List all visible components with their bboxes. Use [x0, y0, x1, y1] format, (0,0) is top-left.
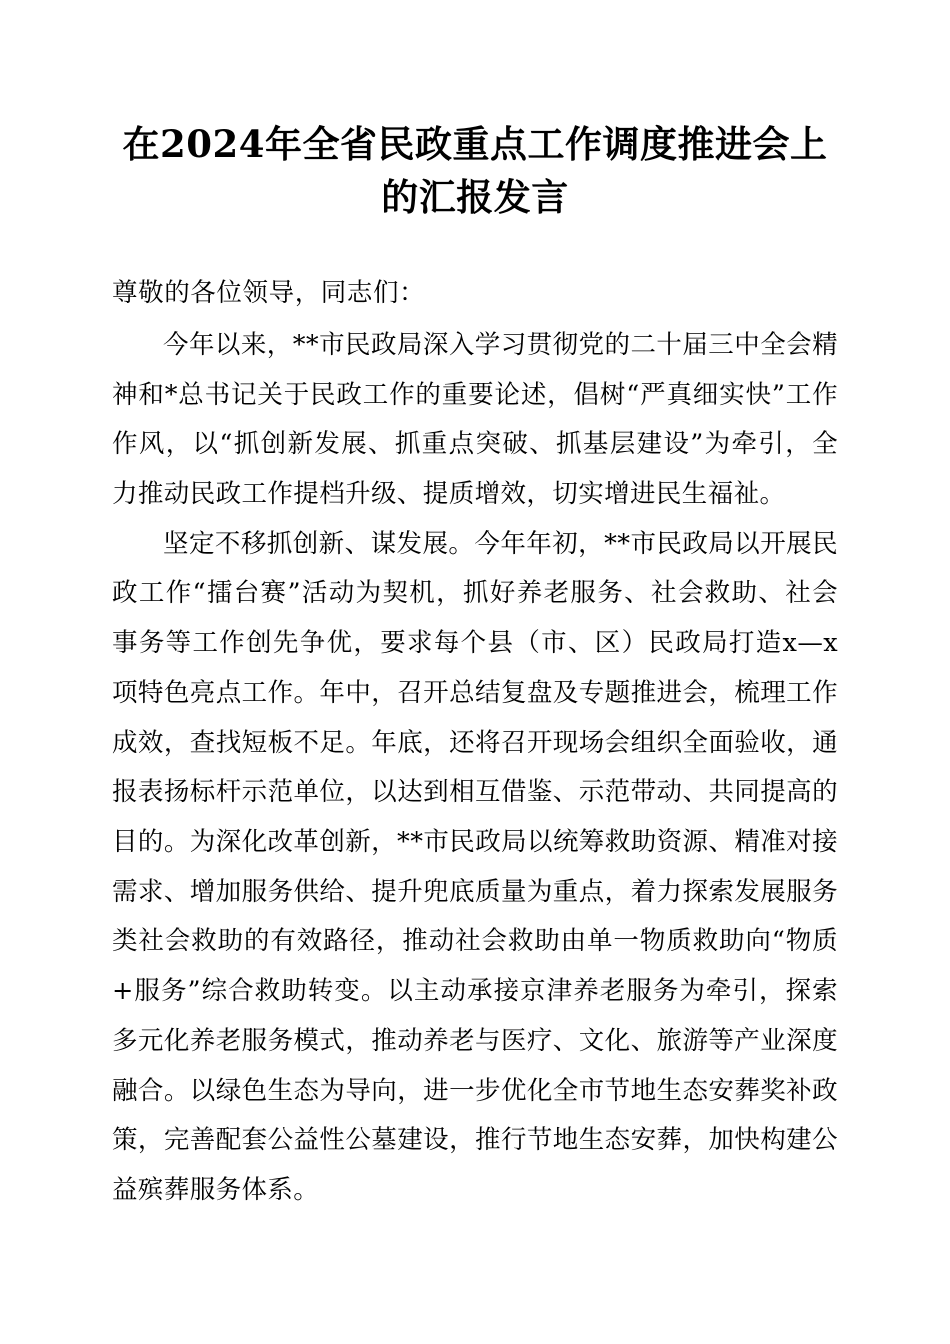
body-paragraph-1: 今年以来，**市民政局深入学习贯彻党的二十届三中全会精神和*总书记关于民政工作的重要论述，倡树“严真细实快”工作作风，以“抓创新发展、抓重点突破、抓基层建设”为牵引，全力推动民政工作提档升级、提质增效，切实增进民生福祉。	[112, 329, 838, 509]
salutation-text: 尊敬的各位领导，同志们：	[112, 278, 426, 309]
body-paragraph-2: 坚定不移抓创新、谋发展。今年年初，**市民政局以开展民政工作“擂台赛”活动为契机，抓好养老服务、社会救助、社会事务等工作创先争优，要求每个县（市、区）民政局打造x—x项特色亮点工作。年中，召开总结复盘及专题推进会，梳理工作成效，查找短板不足。年底，还将召开现场会组织全面验收，通报表扬标杆示范单位，以达到相互借鉴、示范带动、共同提高的目的。为深化改革创新，**市民政局以统筹救助资源、精准对接需求、增加服务供给、提升兜底质量为重点，着力探索发展服务类社会救助的有效路径，推动社会救助由单一物质救助向“物质+服务”综合救助转变。以主动承接京津养老服务为牵引，探索多元化养老服务模式，推动养老与医疗、文化、旅游等产业深度融合。以绿色生态为导向，进一步优化全市节地生态安葬奖补政策，完善配套公益性公墓建设，推行节地生态安葬，加快构建公益殡葬服务体系。	[112, 528, 838, 1205]
page-title: 在2024年全省民政重点工作调度推进会上的汇报发言	[122, 122, 828, 219]
